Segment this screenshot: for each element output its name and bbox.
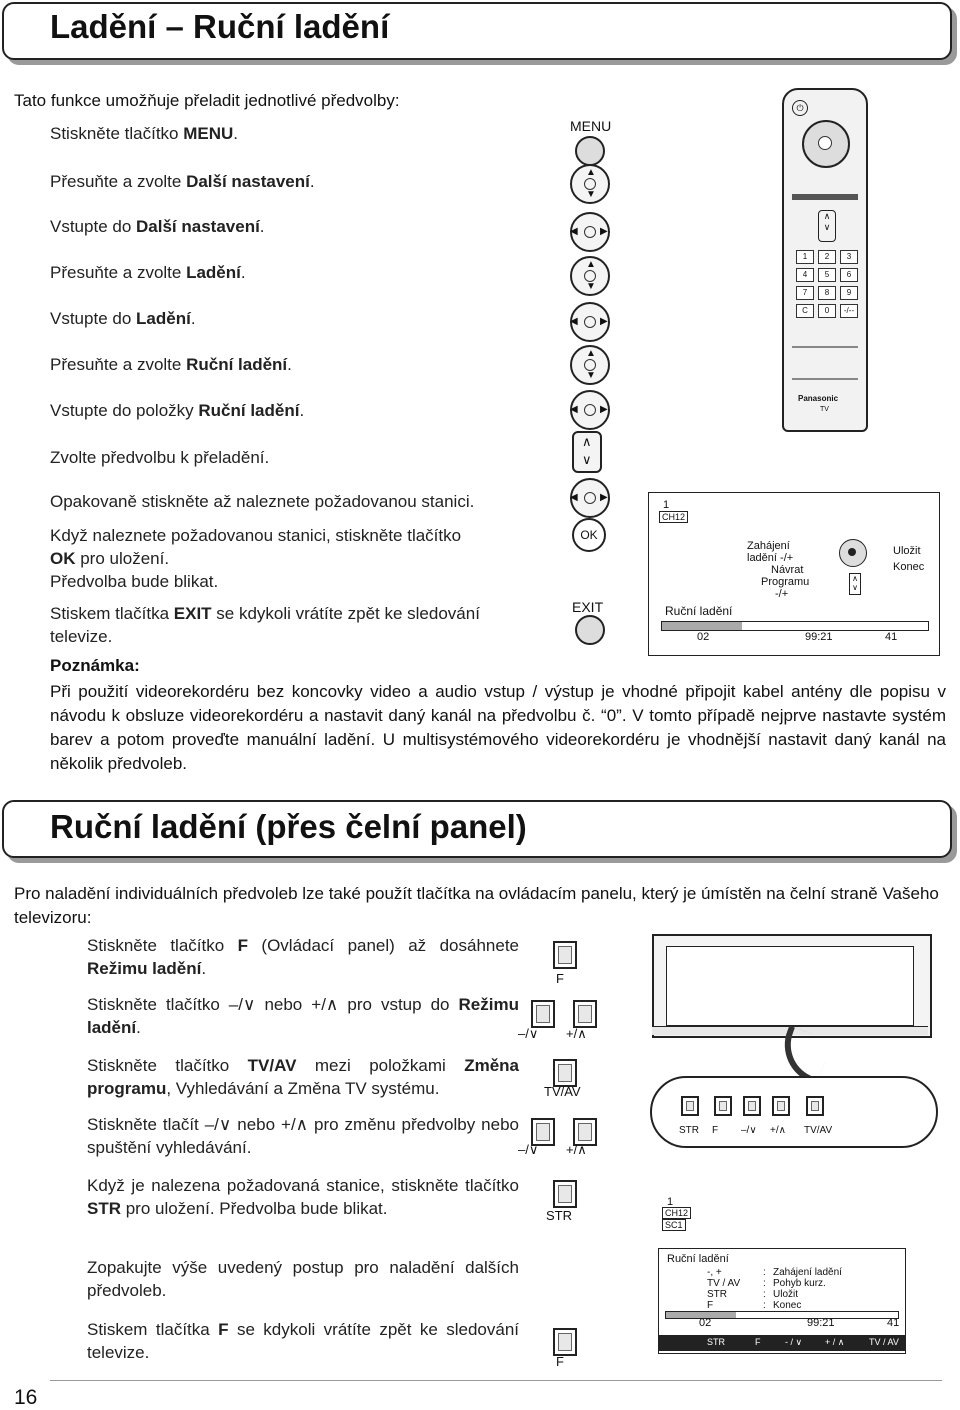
step-text: . — [287, 355, 292, 374]
osd-channel: 1 — [667, 1196, 674, 1208]
step-text: Předvolba bude blikat. — [50, 572, 219, 591]
step-item — [50, 353, 292, 376]
step-item — [87, 934, 519, 980]
step-item — [50, 490, 474, 513]
step-text: Když je nalezena požadovaná stanice, stiskněte tlačítko — [87, 1176, 519, 1195]
step-text: Stiskem tlačítka — [50, 604, 174, 623]
step-bold: F — [237, 936, 248, 955]
step-item — [50, 122, 238, 145]
tv-frame — [652, 934, 932, 1038]
remote-control — [782, 88, 868, 432]
osd-footer-label: F — [755, 1337, 761, 1347]
step-item — [87, 1054, 519, 1100]
step-bold: Režimu ladění — [87, 995, 519, 1037]
osd-footer-label: + / ∧ — [825, 1337, 845, 1347]
remote-tv-label: TV — [820, 406, 829, 413]
tv-panel-button-icon — [743, 1096, 761, 1116]
step-text: se kdykoli vrátíte zpět ke sledování televize. — [50, 604, 480, 646]
step-bold: TV/AV — [247, 1056, 297, 1075]
remote-key: 6 — [840, 268, 858, 282]
panel-button-label: –/∨ — [518, 1142, 539, 1157]
panel-button-label: F — [556, 971, 564, 986]
panel-button-icon[interactable] — [531, 1000, 555, 1028]
step-bold: Další nastavení — [136, 217, 260, 236]
osd-freq: 99:21 — [805, 631, 833, 643]
step-text: Vstupte do položky — [50, 401, 199, 420]
step-bold: Ruční ladění — [186, 355, 288, 374]
remote-key: 0 — [818, 304, 836, 318]
remote-key: 5 — [818, 268, 836, 282]
panel-button-label: TV/AV — [544, 1084, 581, 1099]
remote-key: 2 — [818, 250, 836, 264]
osd-help-2: ladění -/+ — [747, 552, 794, 564]
remote-key: 3 — [840, 250, 858, 264]
step-bold: MENU — [183, 124, 234, 143]
tv-panel-label: F — [712, 1125, 719, 1136]
remote-key: -/-- — [840, 304, 858, 318]
exit-label: EXIT — [572, 599, 604, 615]
ok-label: OK — [580, 528, 598, 542]
navigation-enter-icon[interactable]: ◀ ▶ — [570, 212, 610, 252]
menu-label: MENU — [570, 118, 612, 134]
osd-footer-label: TV / AV — [869, 1337, 899, 1347]
osd-footer-label: STR — [707, 1337, 725, 1347]
navigation-enter-icon[interactable]: ◀ ▶ — [570, 390, 610, 430]
osd-nav-icon — [839, 539, 867, 567]
note-text: Při použití videorekordéru bez koncovky video a audio vstup / výstup je vhodné připojit kabel antény dle popisu v návodu k obsluze videorekordéru a nastavit daný kanál na předvolbu č. “0”. V tomto případě nejprve nastavte systém barev a potom proveďte manuální ladění. U multisystémového videorekordéru je vhodnější nastavit daný kanál na několik předvoleb. — [50, 682, 946, 773]
step-text: . — [299, 401, 305, 420]
step-bold: F — [218, 1320, 229, 1339]
step-text: mezi položkami — [296, 1056, 465, 1075]
osd-row-separator: : — [763, 1278, 766, 1289]
osd-footer-label: - / ∨ — [785, 1337, 803, 1347]
panel-button-icon[interactable] — [573, 1000, 597, 1028]
panel-button-label: STR — [546, 1208, 572, 1223]
step-text: Stiskněte tlačít –/∨ nebo +/∧ pro změnu předvolby nebo spuštění vyhledávání. — [87, 1115, 519, 1157]
navigation-ring-icon — [802, 120, 850, 168]
section-title: Ruční ladění (přes čelní panel) — [50, 808, 527, 845]
tv-panel-button-icon — [772, 1096, 790, 1116]
osd-row-separator: : — [763, 1300, 766, 1311]
remote-key: 4 — [796, 268, 814, 282]
osd-manual-tuning — [648, 492, 940, 656]
panel-button-icon[interactable] — [553, 1059, 577, 1087]
color-keys-icon — [792, 194, 858, 210]
step-text: Stiskněte tlačítko — [50, 124, 184, 143]
ok-button[interactable] — [572, 518, 606, 552]
step-ok — [50, 524, 520, 593]
updown-button[interactable]: ∧ ∨ — [572, 431, 602, 473]
navigation-updown-icon[interactable]: ▲ ▼ — [570, 345, 610, 385]
osd-help-3: Návrat — [771, 564, 804, 576]
remote-key: 8 — [818, 286, 836, 300]
note-title: Poznámka: — [50, 656, 140, 675]
osd-help-5: -/+ — [775, 588, 789, 600]
step-bold: EXIT — [173, 604, 212, 623]
step-item — [50, 215, 265, 238]
osd-menu-title: Ruční ladění — [665, 604, 733, 618]
osd-num: 41 — [887, 1317, 900, 1329]
osd-channel: 1 — [663, 499, 670, 511]
remote-key: 1 — [796, 250, 814, 264]
step-text: se kdykoli vrátíte zpět ke sledování televize. — [87, 1320, 520, 1362]
step-text: Vstupte do — [50, 309, 137, 328]
step-text: Stiskem tlačítka — [87, 1320, 219, 1339]
osd-row-value: Uložit — [773, 1289, 799, 1300]
remote-brand: Panasonic — [798, 394, 839, 403]
tv-panel-label: –/∨ — [741, 1125, 757, 1136]
osd-pos: 02 — [697, 631, 710, 643]
step-text: Vstupte do — [50, 217, 137, 236]
step-text: Stiskněte tlačítko –/∨ nebo +/∧ pro vstup do — [87, 995, 459, 1014]
osd-save: Uložit — [893, 545, 921, 557]
transport-keys-icon — [792, 346, 858, 380]
step-bold: STR — [87, 1199, 121, 1218]
step-item — [87, 1256, 519, 1302]
osd-help-4: Programu — [761, 576, 810, 588]
page-rule — [50, 1380, 942, 1381]
navigation-updown-icon[interactable]: ▲ ▼ — [570, 164, 610, 204]
step-text: Přesuňte a zvolte — [50, 355, 187, 374]
step-text: Přesuňte a zvolte — [50, 263, 187, 282]
step-item — [50, 399, 304, 422]
osd-updown-icon: ∧ ∨ — [849, 573, 861, 595]
remote-key: 9 — [840, 286, 858, 300]
panel-button-label: +/∧ — [566, 1142, 587, 1157]
step-bold: Změna programu — [87, 1056, 519, 1098]
osd-row-value: Zahájení ladění — [773, 1267, 842, 1278]
step-text: . — [201, 959, 207, 978]
osd-row-separator: : — [763, 1289, 766, 1300]
osd-panel-tuning — [658, 1248, 906, 1354]
step-item — [87, 1174, 519, 1220]
step-text: , Vyhledávání a Změna TV systému. — [166, 1079, 440, 1098]
step-text: . — [136, 1018, 141, 1037]
menu-button[interactable] — [575, 136, 605, 166]
step-text: Přesuňte a zvolte — [50, 172, 187, 191]
step-bold: Ladění — [186, 263, 241, 282]
step-text: pro uložení. — [75, 549, 170, 568]
osd-tuning-bar — [661, 621, 929, 631]
step-text: . — [190, 309, 196, 328]
step-text: . — [233, 124, 239, 143]
step-text: Zvolte předvolbu k přeladění. — [50, 448, 270, 467]
tv-panel-button-icon — [714, 1096, 732, 1116]
step-item — [87, 993, 519, 1039]
tv-panel-button-icon — [806, 1096, 824, 1116]
page-number: 16 — [14, 1386, 38, 1409]
step-bold: Ladění — [136, 309, 191, 328]
step-text: . — [259, 217, 265, 236]
remote-key: C — [796, 304, 814, 318]
step-item — [50, 170, 315, 193]
osd-ch-label: CH12 — [659, 511, 688, 523]
channel-rocker-icon: ∧ ∨ — [818, 210, 836, 242]
step-text: . — [240, 263, 246, 282]
step-text: Stiskněte tlačítko — [87, 1056, 248, 1075]
step-text: (Ovládací panel) až dosáhnete — [248, 936, 519, 955]
page-title: Ladění – Ruční ladění — [50, 8, 390, 45]
osd-sc-label: SC1 — [662, 1219, 686, 1231]
tv-panel-label: TV/AV — [804, 1125, 833, 1136]
step-bold: Další nastavení — [186, 172, 310, 191]
osd-row-value: Konec — [773, 1300, 802, 1311]
navigation-updown-icon[interactable]: ▲ ▼ — [570, 256, 610, 296]
panel-button-icon[interactable] — [553, 1180, 577, 1208]
osd-menu-title: Ruční ladění — [667, 1253, 729, 1265]
navigation-enter-icon[interactable]: ◀ ▶ — [570, 302, 610, 342]
step-bold: Režimu ladění — [87, 959, 202, 978]
step-text: Stiskněte tlačítko — [87, 936, 238, 955]
step-text: Opakovaně stiskněte až naleznete požadovanou stanici. — [50, 492, 475, 511]
step-bold: Ruční ladění — [198, 401, 300, 420]
step-text: . — [309, 172, 315, 191]
step-item — [50, 307, 196, 330]
osd-row-key: STR — [707, 1289, 727, 1300]
step-text: Zopakujte výše uvedený postup pro naladění dalších předvoleb. — [87, 1258, 519, 1300]
panel-button-label: –/∨ — [518, 1026, 539, 1041]
osd-pos: 02 — [699, 1317, 712, 1329]
osd-row-separator: : — [763, 1267, 766, 1278]
osd-bar-fill — [662, 622, 742, 630]
step-item — [87, 1318, 519, 1364]
step-text: pro uložení. Předvolba bude blikat. — [121, 1199, 388, 1218]
exit-button[interactable] — [575, 615, 605, 645]
osd-row-key: TV / AV — [707, 1278, 741, 1289]
osd-ch-label: CH12 — [662, 1207, 691, 1219]
step-exit — [50, 602, 530, 648]
osd-help-1: Zahájení — [747, 540, 790, 552]
intro-text: Tato funkce umožňuje přeladit jednotlivé předvolby: — [14, 91, 400, 110]
osd-row-key: F — [707, 1300, 714, 1311]
osd-footer-bar — [659, 1335, 905, 1351]
osd-num: 41 — [885, 631, 898, 643]
panel-button-icon[interactable] — [553, 941, 577, 969]
step-item — [87, 1113, 519, 1159]
panel-button-icon[interactable] — [553, 1328, 577, 1356]
tv-panel-label: STR — [679, 1125, 699, 1136]
osd-row-value: Pohyb kurz. — [773, 1278, 826, 1289]
tv-panel-button-icon — [681, 1096, 699, 1116]
step-bold: OK — [50, 549, 76, 568]
power-icon: ⏻ — [792, 100, 808, 116]
step-text: Když naleznete požadovanou stanici, stiskněte tlačítko — [50, 526, 462, 545]
osd-end: Konec — [893, 561, 925, 573]
intro-text: Pro naladění individuálních předvoleb lze také použít tlačítka na ovládacím panelu, který je úmístěn na čelní straně Vašeho televizoru: — [14, 884, 939, 927]
step-item — [50, 446, 269, 469]
panel-button-label: +/∧ — [566, 1026, 587, 1041]
remote-key: 7 — [796, 286, 814, 300]
osd-row-key: -, + — [707, 1267, 722, 1278]
osd-freq: 99:21 — [807, 1317, 835, 1329]
navigation-enter-icon[interactable]: ◀ ▶ — [570, 478, 610, 518]
step-item — [50, 261, 246, 284]
panel-button-label: F — [556, 1354, 564, 1369]
tv-panel-label: +/∧ — [770, 1125, 786, 1136]
